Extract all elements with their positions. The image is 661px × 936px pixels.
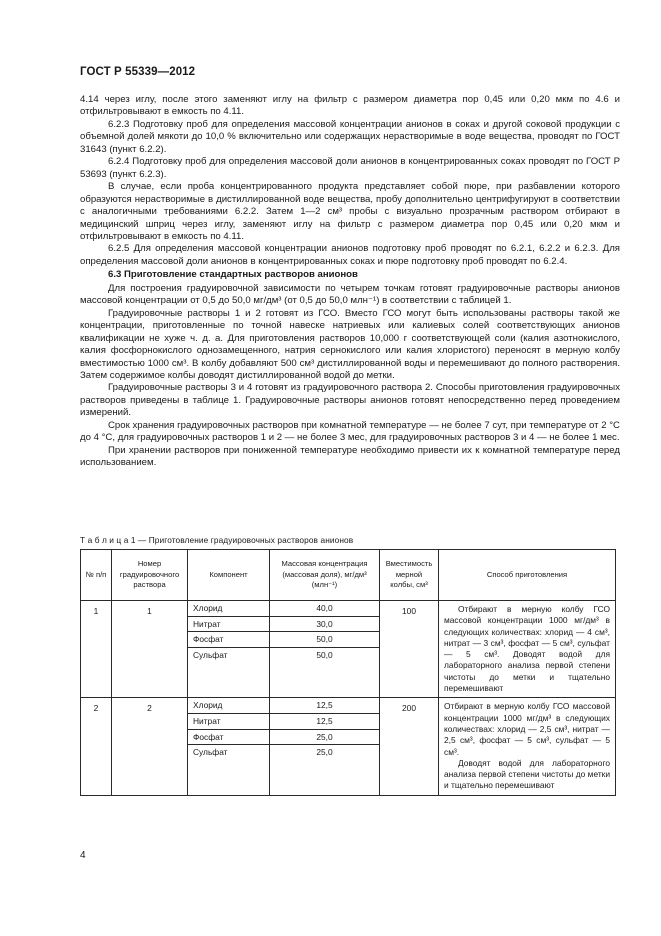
component-value: 50,0 <box>316 649 333 660</box>
component-name: Фосфат <box>188 730 269 746</box>
cell-components <box>188 698 270 795</box>
method-text <box>439 601 615 697</box>
cell-num: 1 <box>81 601 112 698</box>
component-name: Сульфат <box>193 747 228 758</box>
header-method: Способ приготовления <box>439 550 616 601</box>
table-row <box>81 601 616 698</box>
component-value: 25,0 <box>316 747 333 758</box>
paragraph: В случае, если проба концентрированного продукта представляет собой пюре, при разбавлении которого образуются нерастворимые в дистиллированной воде вещества, пробу дополнительно центрифугируют в соответствии с аналогичными требованиями 6.2.2. Затем 1—2 см³ пробы с визуально прозрачным раствором отбирают в медицинский шприц через иглу, заменяют иглу на фильтр с размером диаметра пор 0,45 или 0,20 мкм и отфильтровывают в емкость по 4.11. <box>80 181 620 242</box>
method-paragraph: Отбирают в мерную колбу ГСО массовой концентрации 1000 мг/дм³ в следующих количествах: хлорид — 4 см³, нитрат — 3 см³, фосфат — 5 см³, сульфат — 5 см³. Доводят водой для лабораторного анализа первой степени чистоты до метки и тщательно перемешивают <box>444 604 610 694</box>
table-header-row <box>81 550 616 601</box>
cell-concentrations <box>270 601 380 698</box>
header-num: № п/п <box>81 550 112 601</box>
method-paragraph: Отбирают в мерную колбу ГСО массовой концентрации 1000 мг/дм³ в следующих количествах: хлорид — 2,5 см³, нитрат — 2,5 см³, фосфат — 5 см³, сульфат — 5 см³. <box>444 701 610 757</box>
paragraph: 4.14 через иглу, после этого заменяют иглу на фильтр с размером диаметра пор 0,45 или 0,20 мкм по 4.6 и отфильтровывают в емкость по 4.11. <box>80 94 620 118</box>
body-text <box>80 94 620 470</box>
cell-volume: 100 <box>380 601 439 698</box>
paragraph: Градуировочные растворы 3 и 4 готовят из градуировочного раствора 2. Способы приготовления градуировочных растворов приведены в таблице 1. Градуировочные растворы анионов готовят непосредственно перед проведением измерений. <box>80 382 620 419</box>
component-name: Нитрат <box>188 617 269 633</box>
header-solution: Номер градуировочного раствора <box>112 550 188 601</box>
cell-concentrations <box>270 698 380 795</box>
cell-method <box>439 698 616 795</box>
method-text <box>439 698 615 794</box>
component-name: Хлорид <box>188 601 269 617</box>
cell-components <box>188 601 270 698</box>
paragraph: 6.2.4 Подготовку проб для определения массовой доли анионов в концентрированных соках проводят по ГОСТ Р 53693 (пункт 6.2.3). <box>80 156 620 180</box>
paragraph: Для построения градуировочной зависимости по четырем точкам готовят градуировочные растворы анионов массовой концентрации от 0,5 до 50,0 мг/дм³ (от 0,5 до 50,0 млн⁻¹) в соответствии с таблицей 1. <box>80 282 620 307</box>
cell-method <box>439 601 616 698</box>
component-value: 12,5 <box>270 714 379 730</box>
table-row <box>81 698 616 795</box>
component-value: 12,5 <box>270 698 379 714</box>
header-volume: Вместимость мерной колбы, см³ <box>380 550 439 601</box>
paragraph: 6.2.3 Подготовку проб для определения массовой концентрации анионов в соках и другой соковой продукции с объемной долей мякоти до 10,0 % включительно или содержащих нерастворимые в воде вещества, проводят по ГОСТ 31643 (пункт 6.2.2). <box>80 118 620 155</box>
calibration-table <box>80 549 616 796</box>
section-heading: 6.3 Приготовление стандартных растворов анионов <box>108 269 358 281</box>
cell-volume: 200 <box>380 698 439 795</box>
component-name: Фосфат <box>188 632 269 648</box>
paragraph: При хранении растворов при пониженной температуре необходимо привести их к комнатной температуре перед использованием. <box>80 444 620 469</box>
cell-solution: 2 <box>112 698 188 795</box>
cell-solution: 1 <box>112 601 188 698</box>
component-name: Хлорид <box>188 698 269 714</box>
page-number: 4 <box>80 850 86 861</box>
paragraph: Градуировочные растворы 1 и 2 готовят из ГСО. Вместо ГСО могут быть использованы растворы такой же концентрации, приготовленные по точной навеске натриевых или калиевых солей соответствующих анионов квалификации не хуже ч. д. а. Для приготовления растворов 10,000 г соответствующей соли (калия азотнокислого, калия фосфорнокислого однозамещенного, натрия сернокислого или калия хлористого) переносят в мерную колбу вместимостью 1000 см³. В колбу добавляют 500 см³ дистиллированной воды и перемешивают до полного растворения. Затем содержимое колбы доводят дистиллированной водой до метки. <box>80 307 620 381</box>
paragraph: 6.2.5 Для определения массовой концентрации анионов подготовку проб проводят по 6.2.1, 6.2.2 и 6.2.3. Для определения массовой доли анионов в концентрированных соках и пюре подготовку проб проводят по 6.2.4. <box>80 243 620 267</box>
component-value: 30,0 <box>270 617 379 633</box>
component-name: Сульфат <box>193 649 228 660</box>
method-paragraph: Доводят водой для лабораторного анализа первой степени чистоты до метки и тщательно перемешивают <box>444 757 610 791</box>
paragraph: Срок хранения градуировочных растворов при комнатной температуре — не более 7 сут, при температуре от 2 °С до 4 °С, для градуировочных растворов 1 и 2 — не более 3 мес, для градуировочных растворов 3 и 4 — не более 1 мес. <box>80 419 620 444</box>
component-name: Нитрат <box>188 714 269 730</box>
component-value: 50,0 <box>270 632 379 648</box>
component-value: 40,0 <box>270 601 379 617</box>
table-caption: Т а б л и ц а 1 — Приготовление градуировочных растворов анионов <box>80 535 354 545</box>
document-header: ГОСТ Р 55339—2012 <box>80 66 196 78</box>
component-value: 25,0 <box>270 730 379 746</box>
header-concentration: Массовая концентрация (массовая доля), мг/дм³ (млн⁻¹) <box>270 550 380 601</box>
cell-num: 2 <box>81 698 112 795</box>
header-component: Компонент <box>188 550 270 601</box>
